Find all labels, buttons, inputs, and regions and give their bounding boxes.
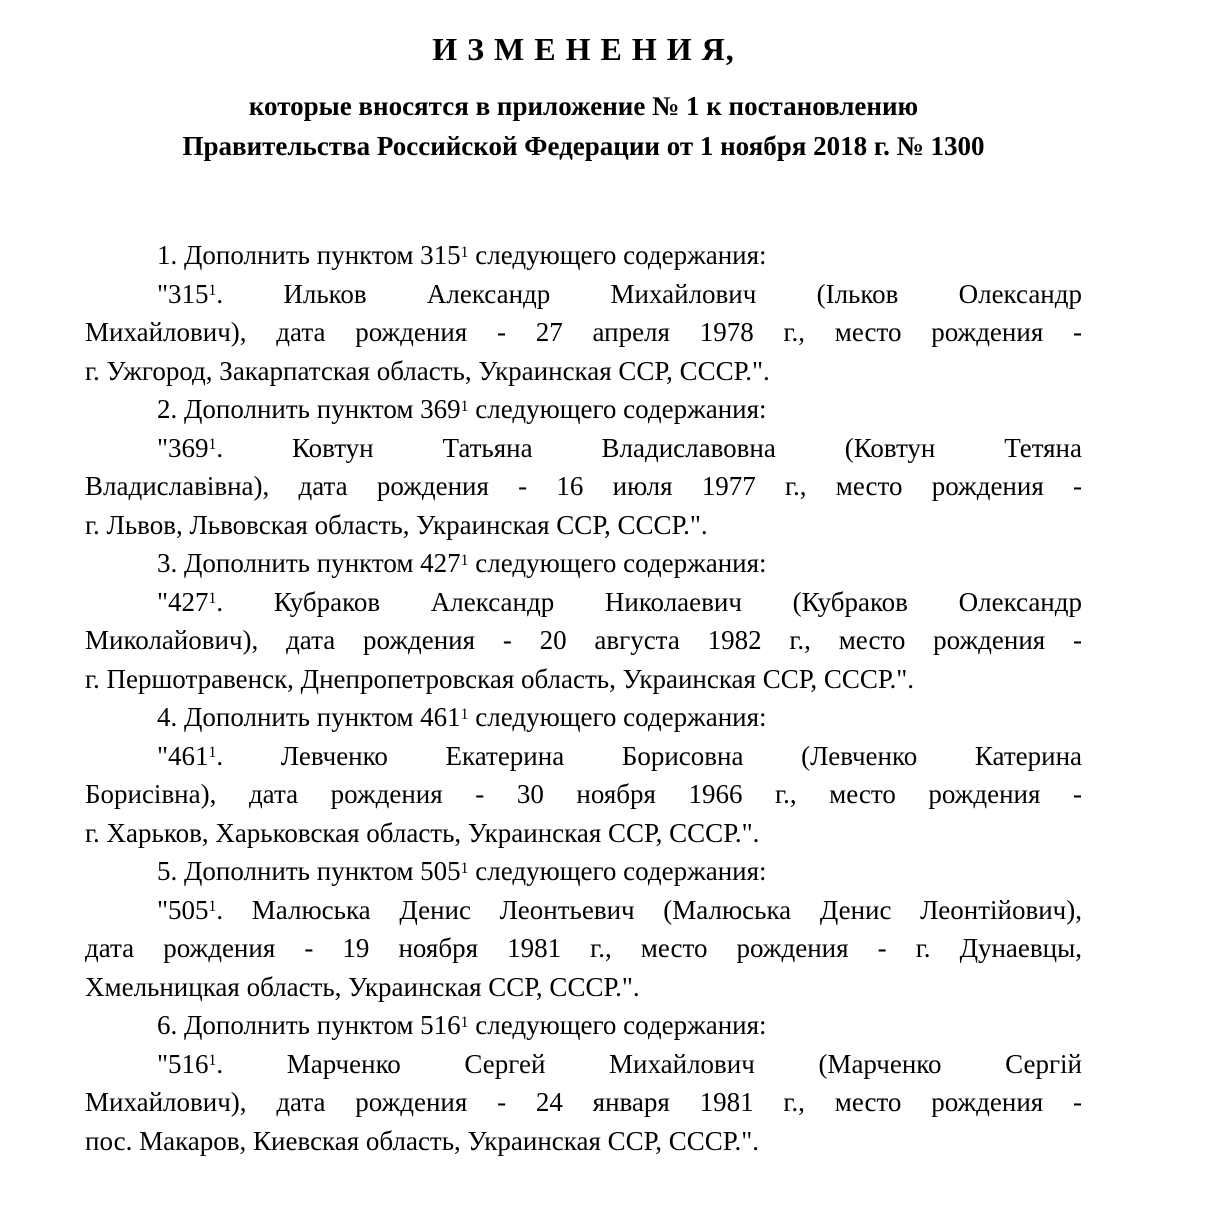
item-2-quote-line-1	[85, 429, 1082, 468]
superscript: 1	[460, 243, 469, 261]
item-4-quote-line-3: г. Харьков, Харьковская область, Украинская ССР, СССР.".	[85, 817, 760, 848]
item-4-quote-line-1	[85, 737, 1082, 776]
item-6-quote-line-3: пос. Макаров, Киевская область, Украинская ССР, СССР.".	[85, 1125, 759, 1156]
intro-text: 2. Дополнить пунктом 369	[157, 394, 461, 424]
intro-text: 5. Дополнить пунктом 505	[157, 856, 461, 886]
amendment-item-1	[85, 236, 1082, 390]
quote-text: "315	[157, 278, 209, 309]
intro-text-cont: следующего содержания:	[468, 394, 767, 424]
intro-text: 3. Дополнить пунктом 427	[157, 548, 461, 578]
item-6-quote-line-2: Михайлович), дата рождения - 24 января 1981 г., место рождения -	[85, 1087, 1082, 1117]
superscript: 1	[460, 551, 469, 569]
item-2-quote-line-2: Владиславівна), дата рождения - 16 июля 1977 г., место рождения -	[85, 471, 1082, 501]
item-5-quote-line-3: Хмельницкая область, Украинская ССР, СССР.".	[85, 971, 640, 1002]
amendment-item-5	[85, 852, 1082, 1006]
superscript: 1	[208, 1052, 217, 1070]
item-1-intro-line	[85, 236, 1082, 275]
item-3-quote-line-2: Миколайович), дата рождения - 20 августа 1982 г., место рождения -	[85, 625, 1082, 655]
intro-text-cont: следующего содержания:	[468, 856, 767, 886]
item-1-quote-line-3: г. Ужгород, Закарпатская область, Украинская ССР, СССР.".	[85, 355, 770, 386]
quote-text-cont: . Ильков Александр Михайлович (Ільков Олександр	[216, 278, 1082, 309]
item-3-quote-line-1	[85, 583, 1082, 622]
intro-text-cont: следующего содержания:	[468, 702, 767, 732]
superscript: 1	[208, 436, 217, 454]
quote-text: "505	[157, 894, 209, 925]
item-3-quote-line-3: г. Першотравенск, Днепропетровская область, Украинская ССР, СССР.".	[85, 663, 915, 694]
intro-text-cont: следующего содержания:	[468, 240, 767, 270]
superscript: 1	[208, 590, 217, 608]
superscript: 1	[460, 397, 469, 415]
item-1-quote-line-1	[85, 275, 1082, 314]
amendment-item-2	[85, 390, 1082, 544]
quote-text: "427	[157, 586, 209, 617]
amendment-item-3	[85, 544, 1082, 698]
item-5-intro-line	[85, 852, 1082, 891]
item-3-intro-line	[85, 544, 1082, 583]
quote-text-cont: . Ковтун Татьяна Владиславовна (Ковтун Тетяна	[216, 432, 1082, 463]
item-1-quote-line-2: Михайлович), дата рождения - 27 апреля 1978 г., место рождения -	[85, 317, 1082, 347]
quote-text-cont: . Малюська Денис Леонтьевич (Малюська Денис Леонтійович),	[216, 894, 1082, 925]
superscript: 1	[460, 1013, 469, 1031]
amendment-item-4	[85, 698, 1082, 852]
document-title: И З М Е Н Е Н И Я,	[432, 31, 735, 67]
superscript: 1	[208, 282, 217, 300]
document-text-block	[85, 30, 1082, 1160]
item-5-quote-line-1	[85, 891, 1082, 930]
document-subtitle	[85, 86, 1082, 166]
intro-text: 4. Дополнить пунктом 461	[157, 702, 461, 732]
item-2-intro-line	[85, 390, 1082, 429]
quote-text: "516	[157, 1048, 209, 1079]
superscript: 1	[460, 705, 469, 723]
subtitle-line-2: Правительства Российской Федерации от 1 ноября 2018 г. № 1300	[182, 131, 985, 161]
item-6-quote-line-1	[85, 1045, 1082, 1084]
quote-text: "461	[157, 740, 209, 771]
document-body	[85, 236, 1082, 1160]
amendment-item-6	[85, 1006, 1082, 1160]
superscript: 1	[460, 859, 469, 877]
superscript: 1	[208, 744, 217, 762]
quote-text-cont: . Марченко Сергей Михайлович (Марченко Сергій	[216, 1048, 1082, 1079]
subtitle-line-1: которые вносятся в приложение № 1 к постановлению	[248, 91, 919, 121]
quote-text-cont: . Кубраков Александр Николаевич (Кубраков Олександр	[216, 586, 1082, 617]
intro-text: 1. Дополнить пунктом 315	[157, 240, 461, 270]
quote-text: "369	[157, 432, 209, 463]
quote-text-cont: . Левченко Екатерина Борисовна (Левченко Катерина	[216, 740, 1082, 771]
superscript: 1	[208, 898, 217, 916]
item-4-quote-line-2: Борисівна), дата рождения - 30 ноября 1966 г., место рождения -	[85, 779, 1082, 809]
item-5-quote-line-2: дата рождения - 19 ноября 1981 г., место рождения - г. Дунаевцы,	[85, 933, 1082, 963]
intro-text-cont: следующего содержания:	[468, 1010, 767, 1040]
item-2-quote-line-3: г. Львов, Львовская область, Украинская ССР, СССР.".	[85, 509, 708, 540]
intro-text: 6. Дополнить пунктом 516	[157, 1010, 461, 1040]
intro-text-cont: следующего содержания:	[468, 548, 767, 578]
item-6-intro-line	[85, 1006, 1082, 1045]
item-4-intro-line	[85, 698, 1082, 737]
